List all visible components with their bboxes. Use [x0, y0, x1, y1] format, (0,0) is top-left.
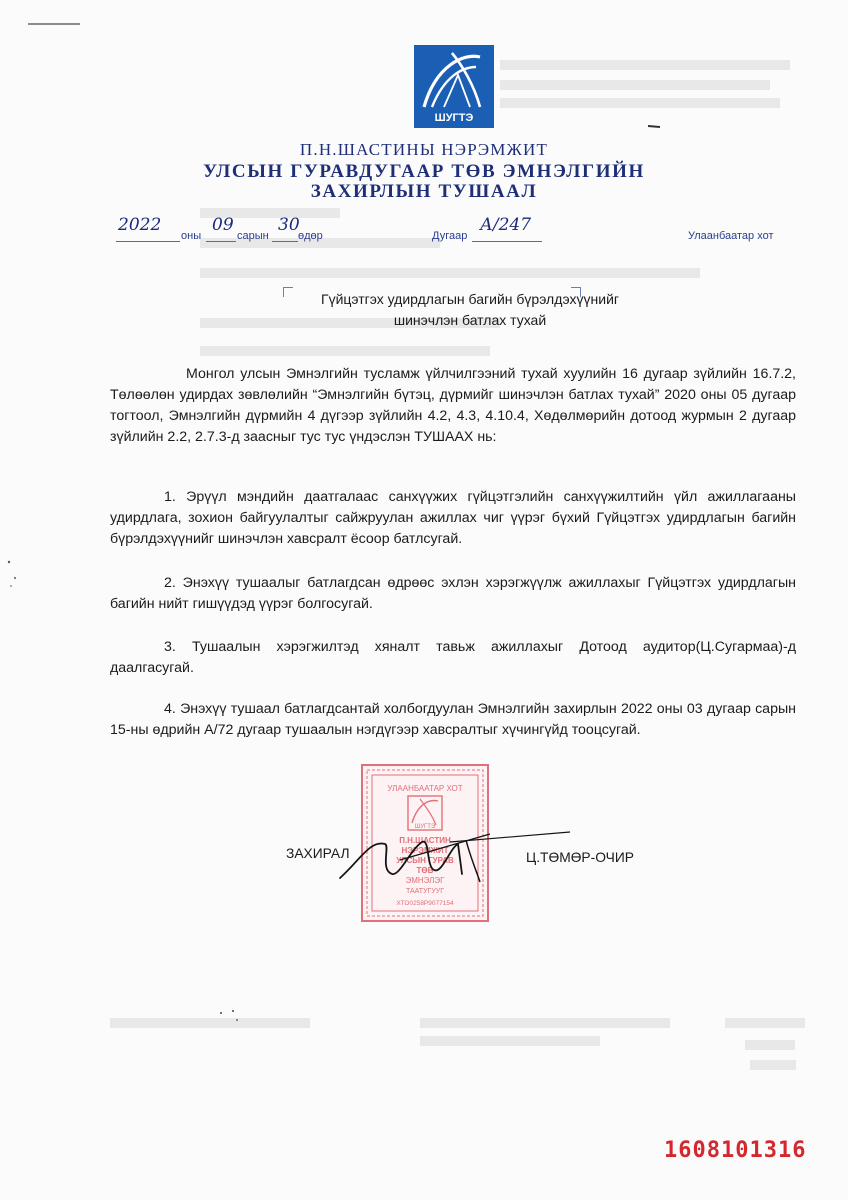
handwritten-order-number: А/247 — [480, 215, 532, 235]
director-title: ЗАХИРАЛ — [286, 846, 350, 861]
preamble-paragraph: Монгол улсын Эмнэлгийн тусламж үйлчилгээний тухай хуулийн 16 дугаар зүйлийн 16.7.2, Төлөөлөн удирдах зөвлөлийн “Эмнэлгийн бүтэц, дүрмийг шинэчлэн батлах тухай” 2020 оны 05 дугаар тогтоол, Эмнэлгийн дүрмийн 4 дүгээр зүйлийн 4.2, 4.3, 4.10.4, Хөдөлмөрийн дотоод журмын 2 дугаар зүйлийн 2.2, 2.7.3-д заасныг тус тус үндэслэн ТУШААХ нь: — [110, 366, 796, 445]
number-label: Дугаар — [432, 230, 468, 242]
director-name: Ц.ТӨМӨР-ОЧИР — [526, 850, 634, 865]
stamp-line-3: УЛСЫН ГУРАВ — [396, 856, 454, 865]
stamp-line-4: ТӨВ — [416, 866, 434, 875]
month-underline — [206, 241, 236, 242]
stamp-top-text: УЛААНБААТАР ХОТ — [387, 784, 463, 793]
subject-line-2: шинэчлэн батлах тухай — [393, 312, 547, 328]
stamp-line-2: НЭРЭМЖИТ — [401, 846, 449, 855]
header-line-2: УЛСЫН ГУРАВДУГААР ТӨВ ЭМНЭЛГИЙН — [203, 161, 645, 182]
subject-line-1: Гүйцэтгэх удирдлагын багийн бүрэлдэхүүнийг — [320, 291, 619, 307]
handwritten-day: 30 — [278, 215, 300, 235]
stamp-code: ХТО0258Р9077154 — [396, 900, 454, 907]
day-suffix: өдөр — [298, 230, 323, 242]
date-number-line — [0, 215, 848, 245]
year-underline — [116, 241, 180, 242]
city-label: Улаанбаатар хот — [688, 230, 774, 242]
month-suffix: сарын — [237, 230, 269, 242]
top-margin-mark — [28, 23, 80, 25]
header-line-3: ЗАХИРЛЫН ТУШААЛ — [310, 181, 538, 202]
order-item-2: 2. Энэхүү тушаалыг батлагдсан өдрөөс эхлэн хэрэгжүүлж ажиллахыг Гүйцэтгэх удирдлагын багийн нийт гишүүдэд үүрэг болгосугай. — [110, 575, 796, 612]
header-line-1: П.Н.ШАСТИНЫ НЭРЭМЖИТ — [299, 140, 549, 159]
order-item-4: 4. Энэхүү тушаал батлагдсантай холбогдуулан Эмнэлгийн захирлын 2022 оны 03 дугаар сарын 15-ны өдрийн А/72 дугаар тушаалын нэгдүгээр хавсралтыг хүчингүйд тооцсугай. — [110, 701, 796, 738]
stamp-logo-text: ШУГТЭ — [414, 824, 436, 830]
hospital-logo — [414, 45, 494, 128]
number-underline — [472, 241, 542, 242]
document-serial-number: 1608101316 — [664, 1138, 807, 1163]
signature-block — [0, 830, 848, 890]
order-item-3: 3. Тушаалын хэрэгжилтэд хяналт тавьж ажиллахыг Дотоод аудитор(Ц.Сугармаа)-д даалгасугай. — [110, 639, 796, 676]
handwritten-month: 09 — [212, 215, 234, 235]
stamp-line-5: ЭМНЭЛЭГ — [405, 876, 445, 885]
handwritten-year: 2022 — [118, 215, 162, 235]
day-underline — [272, 241, 298, 242]
stamp-line-1: П.Н.ШАСТИН — [399, 836, 451, 845]
year-suffix: оны — [181, 230, 202, 242]
stamp-line-6: ТААТУГУУГ — [405, 888, 445, 895]
logo-text: ШУГТЭ — [434, 112, 474, 124]
order-subject — [290, 289, 650, 331]
order-item-1: 1. Эрүүл мэндийн даатгалаас санхүүжих гүйцэтгэлийн санхүүжилтийн үйл ажиллагааны удирдлага, зохион байгуулалтыг сайжруулан ажиллах чиг үүрэг бүхий Гүйцэтгэх удирдлагын багийн бүрэлдэхүүнийг шинэчлэн хавсралт ёсоор батлсугай. — [110, 489, 796, 547]
